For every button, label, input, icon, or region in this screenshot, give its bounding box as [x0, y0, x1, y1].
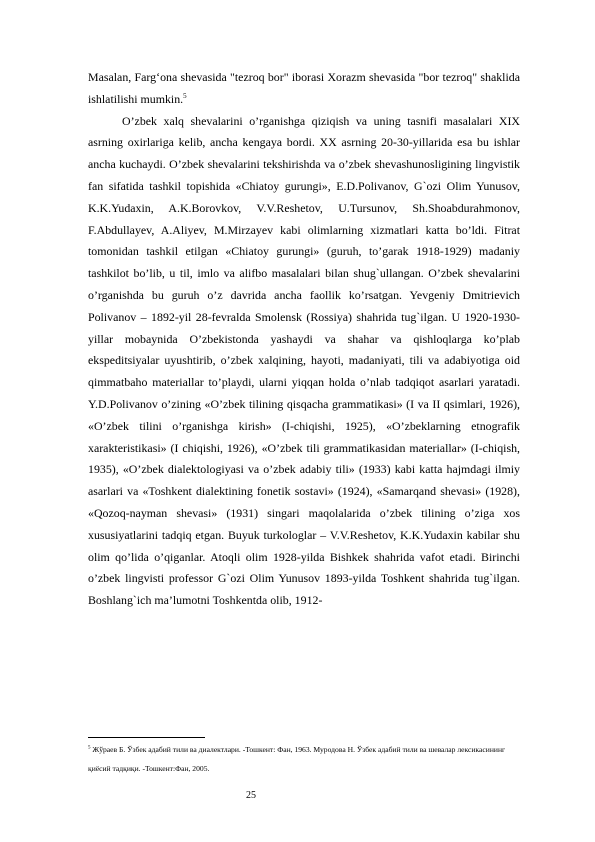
footnote-reference: 5	[183, 91, 187, 100]
paragraph-1	[88, 67, 520, 111]
footnote-marker: 5	[88, 745, 91, 751]
body-text	[88, 67, 520, 612]
page-number: 25	[246, 790, 256, 801]
footnote	[88, 740, 520, 778]
paragraph-2: O’zbek xalq shevalarini o’rganishga qiziqish va uning tasnifi masalalari XIX asrning oxirlariga kelib, ancha kengaya bordi. XX asrning 20-30-yillarida esa bu ishlar ancha kuchaydi. O’zbek shevalarini tekshirishda va o’zbek shevashunosligining lingvistik fan sifatida tashkil topishida «Chiatoy gurungi», E.D.Polivanov, G`ozi Olim Yunusov, K.K.Yudaxin, A.K.Borovkov, V.V.Reshetov, U.Tursunov, Sh.Shoabdurahmonov, F.Abdullayev, A.Aliyev, M.Mirzayev kabi olimlarning xizmatlari katta bo’ldi. Fitrat tomonidan tashkil etilgan «Chiatoy gurungi» (guruh, to’garak 1918-1929) madaniy tashkilot bo’lib, u til, imlo va alifbo masalalari bilan shug`ullangan. O’zbek shevalarini o’rganishda bu guruh o’z davrida ancha faollik ko’rsatgan. Yevgeniy Dmitrievich Polivanov – 1892-yil 28-fevralda Smolensk (Rossiya) shahrida tug`ilgan. U 1920-1930-yillar mobaynida O’zbekistonda yashaydi va shahar va qishloqlarga ko’plab ekspeditsiyalar uyushtirib, o’zbek xalqining, hayoti, madaniyati, tili va adabiyotiga oid qimmatbaho materiallar to’playdi, ularni yiqqan holda o’nlab tadqiqot asarlari yaratadi. Y.D.Polivanov o’zining «O’zbek tilining qisqacha grammatikasi» (I va II qsimlari, 1926), «O’zbek tilini o’rganishga kirish» (I-chiqishi, 1925), «O’zbeklarning etnografik xarakteristikasi» (I chiqishi, 1926), «O’zbek tili grammatikasidan materiallar» (I-chiqish, 1935), «O’zbek dialektologiyasi va o’zbek adabiy tili» (1933) kabi katta hajmdagi ilmiy asarlari va «Toshkent dialektining fonetik sostavi» (1924), «Samarqand shevasi» (1928), «Qozoq-nayman shevasi» (1931) singari maqolalarida o’zbek tilining o’ziga xos xususiyatlarini tadqiq etgan. Buyuk turkologlar – V.V.Reshetov, K.K.Yudaxin kabilar shu olim qo’lida o’qiganlar. Atoqli olim 1928-yilda Bishkek shahrida vafot etadi. Birinchi o’zbek lingvisti professor G`ozi Olim Yunusov 1893-yilda Toshkent shahrida tug`ilgan. Boshlang`ich ma’lumotni Toshkentda olib, 1912-	[88, 113, 520, 608]
paragraph-1-text: Masalan, Farg‘ona shevasida "tezroq bor" iborasi Xorazm shevasida "bor tezroq" shaklida ishlatilishi mumkin.	[88, 70, 520, 106]
footnote-text: Жўраев Б. Ўзбек адабий тили ва диалектлари. -Тошкент: Фан, 1963. Муродова Н. Ўзбек адабий тили ва шевалар лексикасининг қиёсий тадқиқи. -Тошкент:Фан, 2005.	[88, 745, 506, 773]
footnote-separator	[88, 737, 205, 738]
